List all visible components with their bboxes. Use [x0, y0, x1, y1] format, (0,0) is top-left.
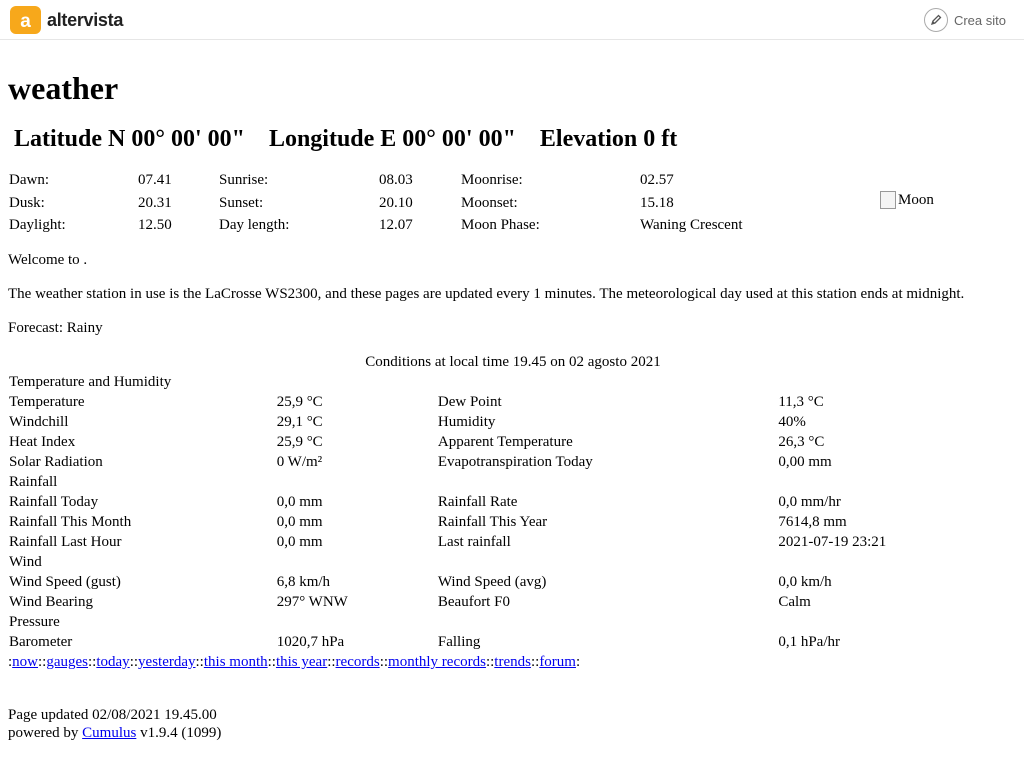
latitude: Latitude N 00° 00' 00": [14, 126, 245, 152]
reading-label: Wind Bearing: [9, 594, 93, 610]
reading-label: Rainfall Today: [9, 494, 99, 510]
welcome-text: Welcome to .: [8, 252, 88, 268]
almanac-value: 08.03: [379, 172, 413, 188]
svg-text:a: a: [20, 11, 31, 32]
nav-separator: ::: [379, 654, 389, 670]
nav-link-records[interactable]: records: [335, 654, 380, 670]
page-title: weather: [8, 70, 119, 106]
table-row: [8, 572, 1018, 592]
nav-link-trends[interactable]: trends: [494, 654, 531, 670]
reading-label: Heat Index: [9, 434, 76, 450]
cumulus-link[interactable]: Cumulus: [82, 725, 137, 741]
reading-label: Falling: [437, 634, 481, 650]
conditions-table: [8, 372, 1018, 652]
reading-value: 1020,7 hPa: [276, 634, 345, 650]
powered-by: [8, 724, 1018, 742]
almanac-label: Sunrise:: [219, 172, 269, 188]
reading-label: Barometer: [9, 634, 73, 650]
reading-value: 0 W/m²: [276, 454, 323, 470]
reading-label: Rainfall This Year: [437, 514, 548, 530]
reading-label: Rainfall Rate: [437, 494, 518, 510]
reading-value: 11,3 °C: [778, 394, 824, 410]
almanac-label: Dawn:: [9, 172, 49, 188]
almanac-row: [8, 190, 1018, 215]
page-content: [8, 40, 1018, 742]
nav-separator: ::: [88, 654, 97, 670]
almanac-label: Daylight:: [9, 217, 66, 233]
reading-value: 297° WNW: [276, 594, 348, 610]
moon-image: [880, 190, 934, 210]
section-heading-row: [8, 552, 1018, 572]
reading-label: Beaufort F0: [437, 594, 510, 610]
section-heading-row: [8, 372, 1018, 392]
conditions-title: Conditions at local time 19.45 on 02 agosto 2021: [365, 354, 661, 370]
nav-separator: ::: [38, 654, 47, 670]
almanac-value: 20.10: [379, 194, 413, 211]
section-heading-row: [8, 612, 1018, 632]
reading-value: 0,00 mm: [778, 454, 832, 470]
nav-separator: ::: [195, 654, 204, 670]
reading-value: 0,0 mm: [276, 494, 323, 510]
reading-value: 26,3 °C: [778, 434, 825, 450]
elevation: Elevation 0 ft: [539, 126, 678, 152]
reading-value: 0,0 mm: [276, 534, 323, 550]
nav-link-today[interactable]: today: [96, 654, 130, 670]
reading-label: Last rainfall: [437, 534, 511, 550]
section-heading-row: [8, 472, 1018, 492]
nav-link-gauges[interactable]: gauges: [46, 654, 89, 670]
create-site-button[interactable]: [924, 8, 1006, 32]
altervista-logo[interactable]: [10, 6, 123, 34]
nav-separator: :: [8, 654, 13, 670]
reading-label: Apparent Temperature: [437, 434, 573, 450]
reading-value: 0,0 mm/hr: [778, 494, 841, 510]
nav-link-yesterday[interactable]: yesterday: [138, 654, 196, 670]
nav-link-now[interactable]: now: [12, 654, 39, 670]
altervista-bar: [0, 0, 1024, 40]
nav-link-this-year[interactable]: this year: [275, 654, 328, 670]
reading-value: Calm: [778, 594, 811, 610]
almanac-value: Waning Crescent: [640, 217, 743, 233]
reading-value: 29,1 °C: [276, 414, 323, 430]
table-row: [8, 512, 1018, 532]
reading-label: Wind Speed (avg): [437, 574, 547, 590]
almanac-table: [8, 170, 1018, 235]
reading-label: Rainfall Last Hour: [9, 534, 122, 550]
almanac-label: Day length:: [219, 217, 290, 233]
almanac-label: Dusk:: [9, 194, 45, 211]
nav-separator: ::: [267, 654, 276, 670]
nav-separator: ::: [129, 654, 139, 670]
version: v1.9.4 (1099): [140, 725, 222, 741]
powered-prefix: powered by: [8, 725, 79, 741]
almanac-value: 20.31: [138, 194, 172, 211]
almanac-value: 02.57: [640, 172, 674, 188]
reading-value: 25,9 °C: [276, 394, 323, 410]
forecast-text: Forecast: Rainy: [8, 320, 103, 336]
almanac-label: Sunset:: [219, 194, 264, 211]
table-row: [8, 392, 1018, 412]
table-row: [8, 492, 1018, 512]
reading-label: Evapotranspiration Today: [437, 454, 593, 470]
altervista-logo-icon: [10, 6, 41, 34]
reading-label: Windchill: [9, 414, 69, 430]
nav-links: [8, 652, 1018, 672]
reading-value: 0,0 mm: [276, 514, 323, 530]
nav-separator: ::: [530, 654, 540, 670]
section-heading: Rainfall: [9, 474, 58, 490]
longitude: Longitude E 00° 00' 00": [268, 126, 516, 152]
nav-separator: ::: [327, 654, 336, 670]
footer: [8, 706, 1018, 742]
reading-value: 0,0 km/h: [778, 574, 832, 590]
reading-value: 25,9 °C: [276, 434, 323, 450]
section-heading: Pressure: [9, 614, 60, 630]
nav-link-monthly-records[interactable]: monthly records: [388, 654, 486, 670]
moon-alt-text: Moon: [898, 192, 934, 208]
almanac-row: [8, 215, 1018, 235]
brand-name: altervista: [47, 9, 124, 30]
nav-separator: ::: [485, 654, 495, 670]
table-row: [8, 432, 1018, 452]
reading-label: Wind Speed (gust): [9, 574, 121, 590]
almanac-label: Moonset:: [461, 194, 518, 211]
almanac-label: Moonrise:: [461, 172, 523, 188]
page-updated: Page updated 02/08/2021 19.45.00: [8, 707, 217, 723]
reading-value: 40%: [778, 414, 806, 430]
reading-value: 6,8 km/h: [276, 574, 331, 590]
reading-value: 0,1 hPa/hr: [778, 634, 840, 650]
reading-value: 7614,8 mm: [778, 514, 847, 530]
table-row: [8, 592, 1018, 612]
almanac-value: 12.50: [138, 217, 172, 233]
almanac-value: 12.07: [379, 217, 413, 233]
reading-value: 2021-07-19 23:21: [778, 534, 887, 550]
almanac-value: 07.41: [138, 172, 172, 188]
reading-label: Dew Point: [437, 394, 502, 410]
station-coordinates: [14, 124, 1018, 154]
nav-separator: :: [575, 654, 581, 670]
reading-label: Rainfall This Month: [9, 514, 132, 530]
nav-link-this-month[interactable]: this month: [203, 654, 268, 670]
table-row: [8, 412, 1018, 432]
table-row: [8, 632, 1018, 652]
reading-label: Temperature: [9, 394, 85, 410]
almanac-row: [8, 170, 1018, 190]
nav-link-forum[interactable]: forum: [539, 654, 576, 670]
section-heading: Temperature and Humidity: [9, 374, 172, 390]
reading-label: Humidity: [437, 414, 496, 430]
table-row: [8, 452, 1018, 472]
station-info: The weather station in use is the LaCrosse WS2300, and these pages are updated every 1 minutes. The meteorological day used at this station ends at midnight.: [8, 286, 965, 302]
create-site-label: Crea sito: [953, 12, 1006, 28]
broken-image-icon: [880, 191, 896, 209]
almanac-label: Moon Phase:: [461, 217, 540, 233]
almanac-value: 15.18: [640, 194, 674, 211]
table-row: [8, 532, 1018, 552]
section-heading: Wind: [9, 554, 42, 570]
pencil-icon: [924, 8, 948, 32]
reading-label: Solar Radiation: [9, 454, 103, 470]
